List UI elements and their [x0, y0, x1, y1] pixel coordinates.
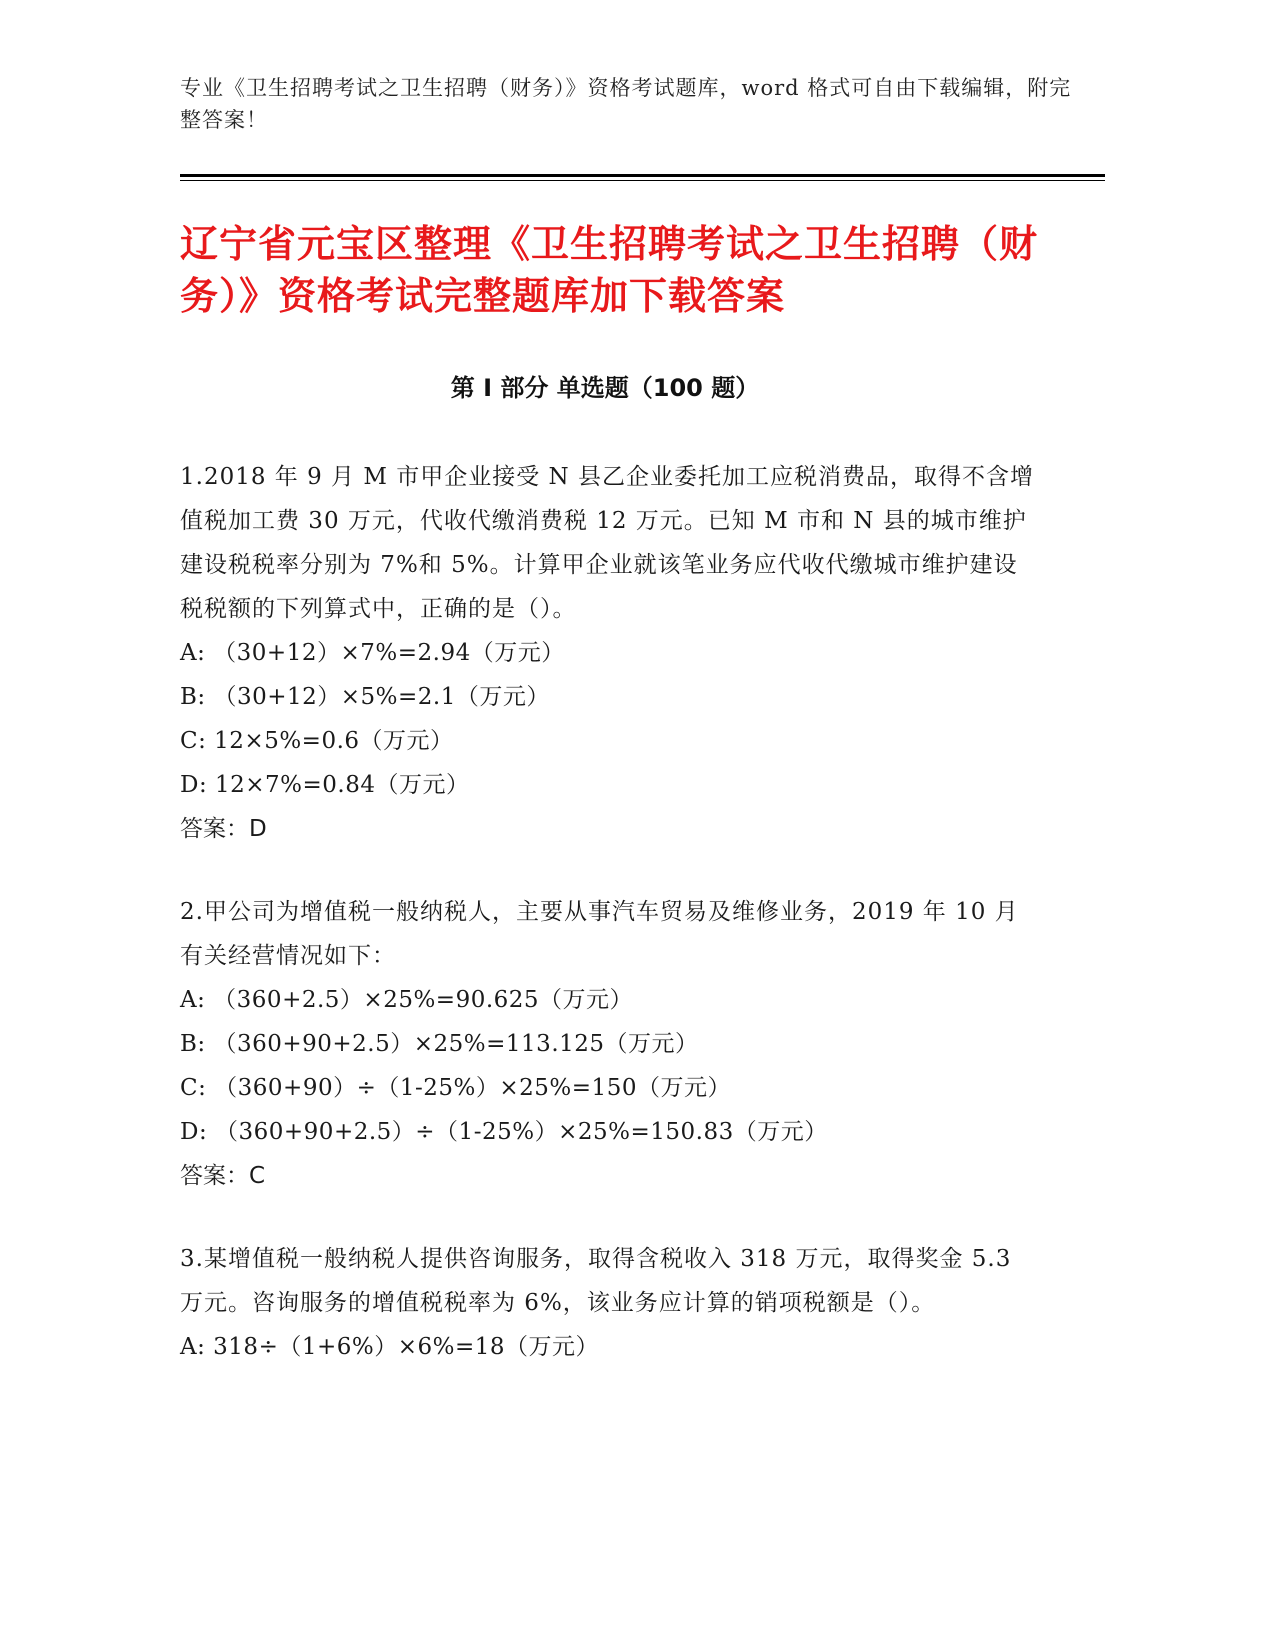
header-note: 专业《卫生招聘考试之卫生招聘（财务）》资格考试题库，word 格式可自由下载编辑，附完整答案！ [180, 76, 1072, 132]
option-b: B: （360+90+2.5）×25%=113.125（万元） [180, 1031, 699, 1057]
option-c: C: 12×5%=0.6（万元） [180, 728, 454, 754]
section-heading: 第 I 部分 单选题（100 题） [450, 374, 760, 402]
question-block [180, 890, 1040, 1198]
option-a: A: （360+2.5）×25%=90.625（万元） [180, 987, 634, 1013]
question-stem: 3.某增值税一般纳税人提供咨询服务，取得含税收入 318 万元，取得奖金 5.3 万元。咨询服务的增值税税率为 6%，该业务应计算的销项税额是（）。 [180, 1246, 1012, 1316]
header-divider-thin [180, 180, 1105, 181]
question-block [180, 1237, 1040, 1369]
option-d: D: （360+90+2.5）÷（1-25%）×25%=150.83（万元） [180, 1119, 828, 1145]
option-b: B: （30+12）×5%=2.1（万元） [180, 684, 550, 710]
header-divider-thick [180, 174, 1105, 177]
question-stem: 2.甲公司为增值税一般纳税人，主要从事汽车贸易及维修业务，2019 年 10 月有关经营情况如下： [180, 899, 1019, 969]
answer-line: 答案：C [180, 1163, 266, 1189]
option-a: A: （30+12）×7%=2.94（万元） [180, 640, 565, 666]
document-title: 辽宁省元宝区整理《卫生招聘考试之卫生招聘（财务）》资格考试完整题库加下载答案 [180, 222, 1039, 318]
answer-line: 答案：D [180, 816, 267, 842]
option-d: D: 12×7%=0.84（万元） [180, 772, 470, 798]
option-c: C: （360+90）÷（1-25%）×25%=150（万元） [180, 1075, 731, 1101]
question-stem: 1.2018 年 9 月 M 市甲企业接受 N 县乙企业委托加工应税消费品，取得不含增值税加工费 30 万元，代收代缴消费税 12 万元。已知 M 市和 N 县的城市维护建设税税率分别为 7%和 5%。计算甲企业就该笔业务应代收代缴城市维护建设税税额的下列算式中，正确的是（）。 [180, 464, 1034, 622]
question-block [180, 455, 1040, 851]
option-a: A: 318÷（1+6%）×6%=18（万元） [180, 1334, 600, 1360]
